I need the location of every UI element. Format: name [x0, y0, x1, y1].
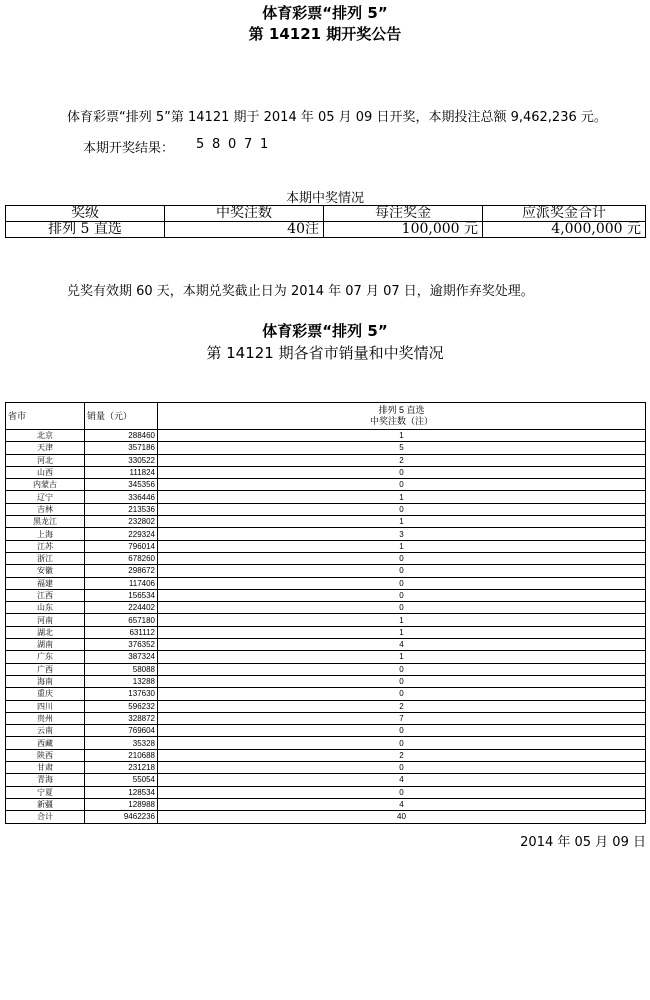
header-each: 每注奖金	[324, 206, 483, 222]
province-sales: 328872	[85, 712, 158, 724]
province-name: 宁夏	[6, 786, 85, 798]
draw-result-digits	[196, 137, 276, 152]
province-sales: 657180	[85, 614, 158, 626]
province-name: 广西	[6, 663, 85, 675]
province-row	[6, 700, 646, 712]
province-wins: 0	[158, 688, 646, 700]
province-wins: 2	[158, 454, 646, 466]
province-row	[6, 725, 646, 737]
province-name: 浙江	[6, 552, 85, 564]
province-name: 北京	[6, 430, 85, 442]
province-sales: 298672	[85, 565, 158, 577]
province-row	[6, 762, 646, 774]
province-row	[6, 749, 646, 761]
province-name: 甘肃	[6, 762, 85, 774]
province-wins: 2	[158, 749, 646, 761]
province-row	[6, 479, 646, 491]
province-sales: 213536	[85, 503, 158, 515]
province-sales: 137630	[85, 688, 158, 700]
province-sales: 345356	[85, 479, 158, 491]
province-sales: 13288	[85, 675, 158, 687]
province-row	[6, 430, 646, 442]
province-row	[6, 737, 646, 749]
province-wins: 5	[158, 442, 646, 454]
header-province: 省市	[6, 403, 85, 430]
page-title: 体育彩票“排列 5”	[262, 4, 388, 22]
header-wins	[158, 403, 646, 430]
province-name: 贵州	[6, 712, 85, 724]
prize-table-row	[6, 222, 646, 238]
province-sales: 224402	[85, 602, 158, 614]
province-wins: 0	[158, 786, 646, 798]
province-row	[6, 602, 646, 614]
province-row	[6, 503, 646, 515]
province-name: 广东	[6, 651, 85, 663]
province-row	[6, 565, 646, 577]
prize-each: 100,000 元	[324, 222, 483, 238]
province-row	[6, 528, 646, 540]
province-row	[6, 811, 646, 823]
province-name: 江苏	[6, 540, 85, 552]
result-digit: 7	[244, 137, 253, 152]
province-name: 青海	[6, 774, 85, 786]
province-sales: 678260	[85, 552, 158, 564]
header-count: 中奖注数	[165, 206, 324, 222]
province-name: 天津	[6, 442, 85, 454]
province-sales: 117406	[85, 577, 158, 589]
province-name: 湖南	[6, 639, 85, 651]
province-sales: 128534	[85, 786, 158, 798]
province-name: 辽宁	[6, 491, 85, 503]
province-wins: 4	[158, 639, 646, 651]
header-sales: 销量（元）	[85, 403, 158, 430]
province-sales: 111824	[85, 466, 158, 478]
province-row	[6, 577, 646, 589]
province-row	[6, 651, 646, 663]
province-row	[6, 663, 646, 675]
province-name: 海南	[6, 675, 85, 687]
province-name: 山西	[6, 466, 85, 478]
province-wins: 0	[158, 552, 646, 564]
header-wins-line1: 排列 5 直选	[378, 405, 425, 415]
result-digit: 1	[260, 137, 269, 152]
province-wins: 0	[158, 675, 646, 687]
province-wins: 2	[158, 700, 646, 712]
header-level: 奖级	[6, 206, 165, 222]
province-wins: 1	[158, 516, 646, 528]
province-row	[6, 626, 646, 638]
province-name: 安徽	[6, 565, 85, 577]
province-wins: 4	[158, 774, 646, 786]
province-sales: 376352	[85, 639, 158, 651]
province-row	[6, 798, 646, 810]
province-name: 江西	[6, 589, 85, 601]
prize-count: 40注	[165, 222, 324, 238]
province-row	[6, 688, 646, 700]
page-subtitle: 第 14121 期开奖公告	[248, 25, 402, 43]
province-name: 新疆	[6, 798, 85, 810]
province-row	[6, 466, 646, 478]
province-sales: 387324	[85, 651, 158, 663]
province-name: 陕西	[6, 749, 85, 761]
province-row	[6, 675, 646, 687]
prize-table	[5, 205, 646, 238]
result-digit: 8	[212, 137, 221, 152]
province-sales: 336446	[85, 491, 158, 503]
prize-section-title: 本期中奖情况	[285, 191, 364, 206]
province-name: 湖北	[6, 626, 85, 638]
province-name: 黑龙江	[6, 516, 85, 528]
province-wins: 1	[158, 651, 646, 663]
announcement-text: 体育彩票“排列 5”第 14121 期于 2014 年 05 月 09 日开奖，本期投注总额 9,462,236 元。	[67, 110, 607, 125]
province-table	[5, 402, 646, 824]
province-wins: 0	[158, 589, 646, 601]
province-row	[6, 786, 646, 798]
province-sales: 156534	[85, 589, 158, 601]
province-sales: 769604	[85, 725, 158, 737]
province-wins: 0	[158, 466, 646, 478]
province-wins: 0	[158, 737, 646, 749]
province-row	[6, 774, 646, 786]
province-sales: 357186	[85, 442, 158, 454]
province-wins: 1	[158, 626, 646, 638]
validity-note: 兑奖有效期 60 天，本期兑奖截止日为 2014 年 07 月 07 日，逾期作弃奖处理。	[67, 284, 534, 299]
province-wins: 3	[158, 528, 646, 540]
province-row	[6, 540, 646, 552]
prize-level: 排列 5 直选	[6, 222, 165, 238]
section-title: 体育彩票“排列 5”	[262, 322, 388, 340]
province-sales: 9462236	[85, 811, 158, 823]
province-sales: 631112	[85, 626, 158, 638]
province-sales: 58088	[85, 663, 158, 675]
province-row	[6, 552, 646, 564]
province-name: 重庆	[6, 688, 85, 700]
result-digit: 0	[228, 137, 237, 152]
province-sales: 232802	[85, 516, 158, 528]
province-row	[6, 491, 646, 503]
province-row	[6, 639, 646, 651]
province-sales: 55054	[85, 774, 158, 786]
province-wins: 1	[158, 491, 646, 503]
province-sales: 210688	[85, 749, 158, 761]
province-wins: 40	[158, 811, 646, 823]
province-row	[6, 454, 646, 466]
footer-date: 2014 年 05 月 09 日	[520, 835, 646, 850]
province-name: 合计	[6, 811, 85, 823]
province-wins: 1	[158, 430, 646, 442]
province-wins: 0	[158, 503, 646, 515]
province-wins: 1	[158, 540, 646, 552]
province-wins: 0	[158, 725, 646, 737]
draw-result-label: 本期开奖结果：	[83, 141, 175, 156]
province-wins: 0	[158, 577, 646, 589]
province-wins: 1	[158, 614, 646, 626]
province-name: 河北	[6, 454, 85, 466]
province-sales: 330522	[85, 454, 158, 466]
province-name: 云南	[6, 725, 85, 737]
province-wins: 4	[158, 798, 646, 810]
province-sales: 35328	[85, 737, 158, 749]
section-subtitle: 第 14121 期各省市销量和中奖情况	[206, 344, 444, 362]
province-name: 山东	[6, 602, 85, 614]
province-sales: 596232	[85, 700, 158, 712]
result-digit: 5	[196, 137, 205, 152]
province-wins: 0	[158, 602, 646, 614]
province-sales: 288460	[85, 430, 158, 442]
province-row	[6, 516, 646, 528]
prize-table-header	[6, 206, 646, 222]
province-sales: 229324	[85, 528, 158, 540]
province-name: 吉林	[6, 503, 85, 515]
province-sales: 128988	[85, 798, 158, 810]
header-wins-line2: 中奖注数（注）	[369, 416, 433, 426]
header-total: 应派奖金合计	[483, 206, 646, 222]
province-name: 西藏	[6, 737, 85, 749]
province-sales: 796014	[85, 540, 158, 552]
province-name: 四川	[6, 700, 85, 712]
province-row	[6, 712, 646, 724]
province-wins: 0	[158, 762, 646, 774]
province-name: 河南	[6, 614, 85, 626]
province-row	[6, 614, 646, 626]
province-wins: 0	[158, 479, 646, 491]
province-sales: 231218	[85, 762, 158, 774]
province-name: 内蒙古	[6, 479, 85, 491]
province-row	[6, 589, 646, 601]
province-table-header	[6, 403, 646, 430]
province-wins: 0	[158, 663, 646, 675]
province-row	[6, 442, 646, 454]
province-name: 上海	[6, 528, 85, 540]
province-wins: 0	[158, 565, 646, 577]
province-name: 福建	[6, 577, 85, 589]
prize-total: 4,000,000 元	[483, 222, 646, 238]
province-wins: 7	[158, 712, 646, 724]
